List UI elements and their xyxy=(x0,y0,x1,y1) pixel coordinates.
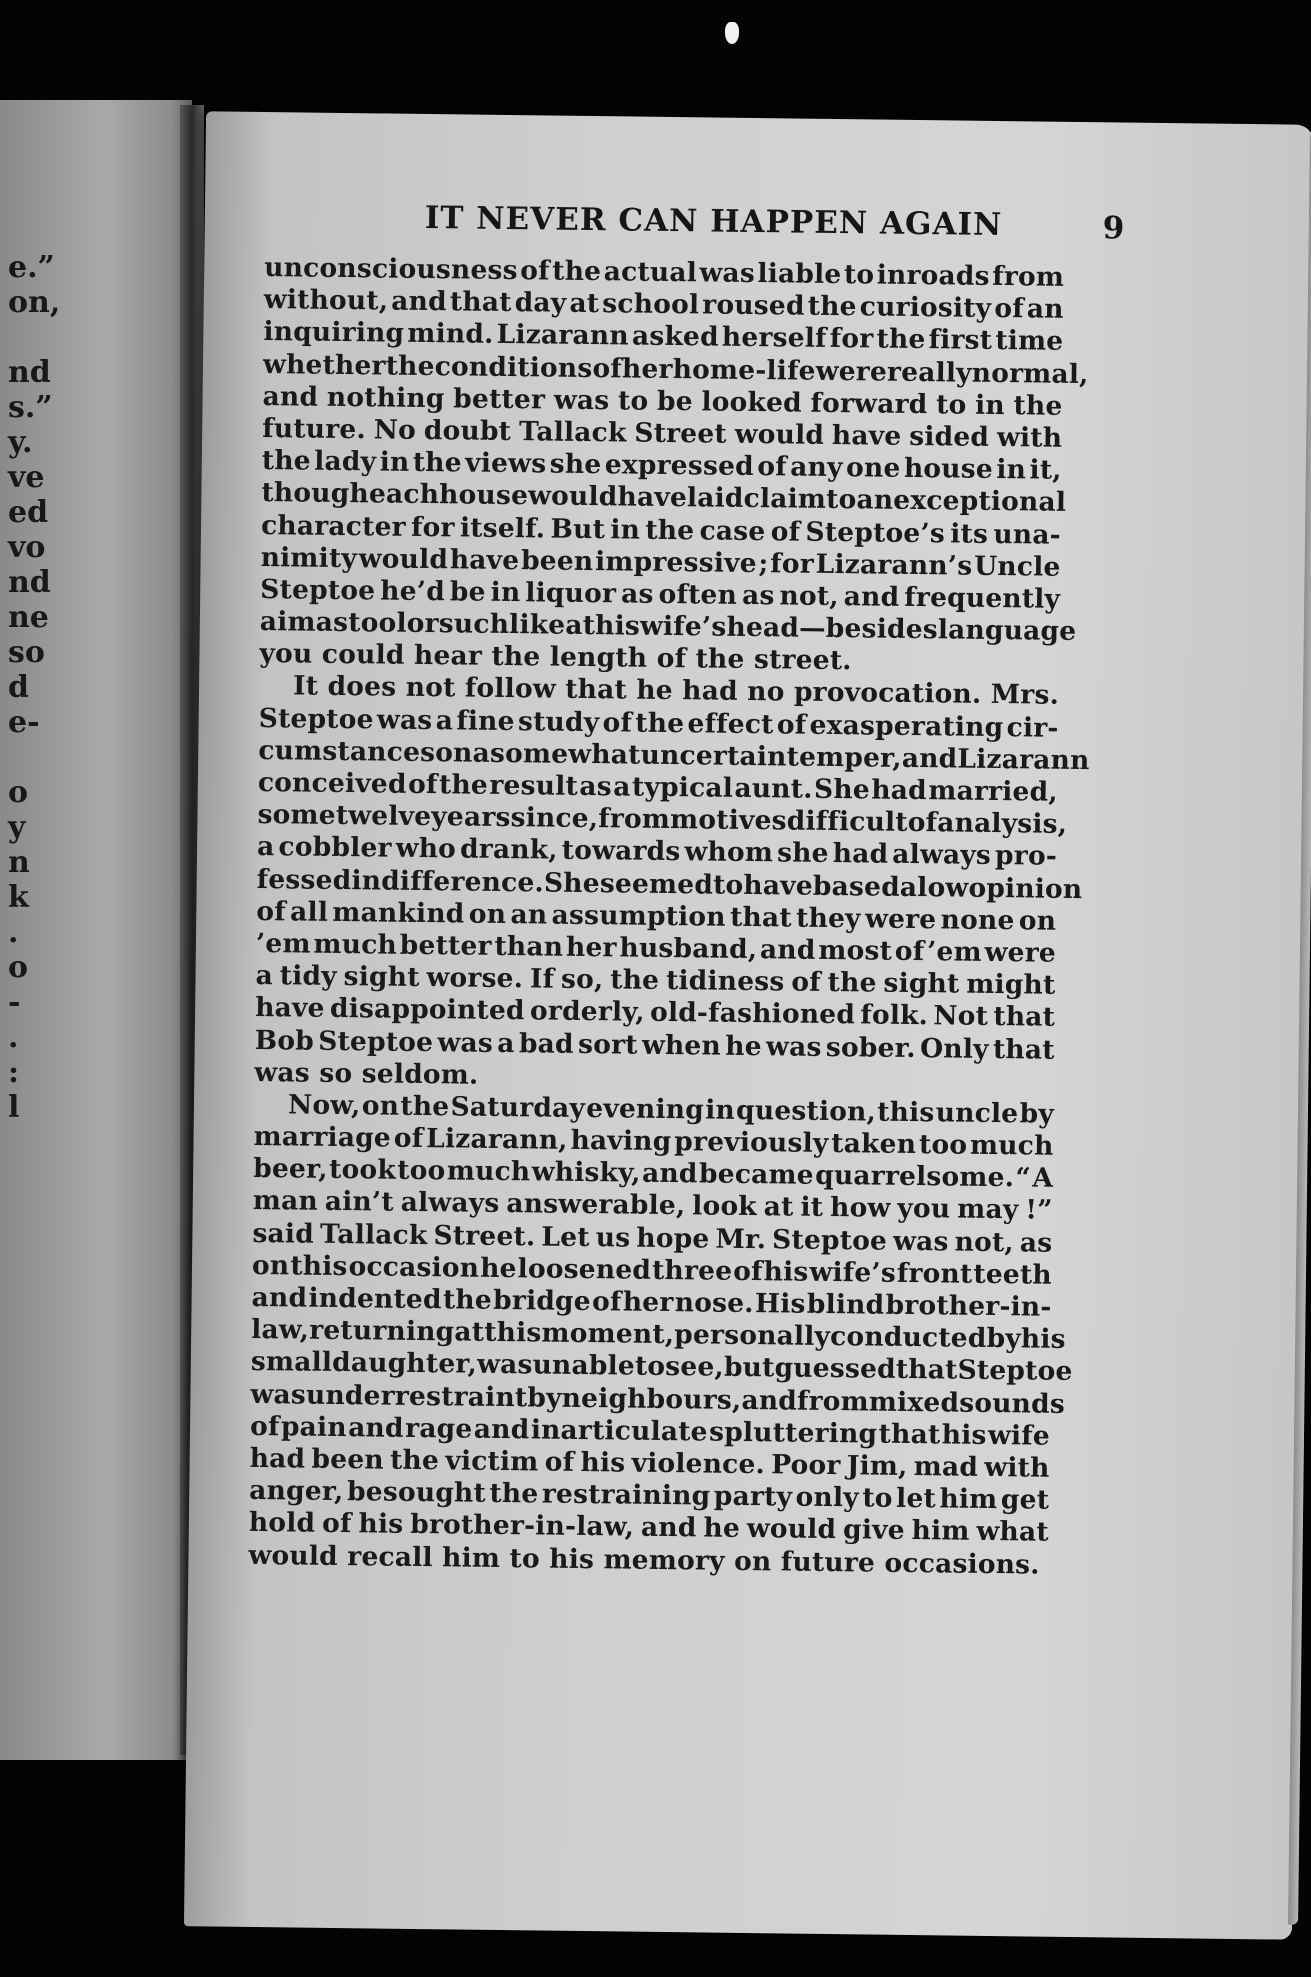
text-line: hold of his brother-in-law, and he would give him what xyxy=(248,1507,1049,1549)
text-line: fessed indifference. She seemed to have based a low opinion xyxy=(256,863,1083,905)
text-line: of all mankind on an assumption that they were none on xyxy=(256,895,1057,937)
text-line: the lady in the views she expressed of any one house in it, xyxy=(261,445,1062,486)
text-line: said Tallack Street. Let us hope Mr. Steptoe was not, as xyxy=(252,1217,1053,1259)
facing-page-fragment: nd xyxy=(8,355,51,390)
text-line: without, and that day at school roused the curiosity of an xyxy=(263,284,1064,325)
text-line: and indented the bridge of her nose. His blind brother-in- xyxy=(251,1281,1052,1323)
facing-page-fragment: n xyxy=(8,845,30,880)
body-text xyxy=(248,252,1090,1581)
facing-page-fragment: o xyxy=(8,950,29,985)
text-line: and nothing better was to be looked forward to in the xyxy=(262,380,1063,422)
facing-page-fragment: vo xyxy=(8,530,46,565)
facing-page-fragment: . xyxy=(8,1020,19,1055)
facing-page-fragment xyxy=(8,320,60,355)
text-line: a tidy sight worse. If so, the tidiness of the sight might xyxy=(255,960,1056,1001)
text-line: inquiring mind. Lizarann asked herself for the first time xyxy=(263,316,1064,358)
facing-page-fragment: . xyxy=(8,915,19,950)
page-number: 9 xyxy=(1102,210,1125,247)
facing-page-fragment: so xyxy=(8,635,45,670)
text-line: man ain’t always answerable, look at it how you may !” xyxy=(252,1185,1053,1227)
facing-page-left xyxy=(0,100,192,1760)
text-line: Now, on the Saturday evening in question, this uncle by xyxy=(287,1089,1055,1130)
text-line: anger, besought the restraining party only to let him get xyxy=(249,1475,1050,1516)
facing-page-fragment xyxy=(8,740,60,775)
text-line: was under restraint by neighbours, and from mixed sounds xyxy=(250,1378,1066,1420)
text-line: marriage of Lizarann, having previously taken too much xyxy=(253,1121,1054,1162)
text-line: small daughter, was unable to see, but guessed that Steptoe xyxy=(250,1346,1073,1388)
facing-page-fragment: l xyxy=(8,1090,20,1125)
text-line: would recall him to his memory on future occasions. xyxy=(248,1539,1040,1581)
text-line: It does not follow that he had no provocation. Mrs. xyxy=(292,670,1060,712)
text-line: future. No doubt Tallack Street would have sided with xyxy=(262,412,1063,454)
text-line: have disappointed orderly, old-fashioned folk. Not that xyxy=(254,992,1056,1034)
text-line: a cobbler who drank, towards whom she had always pro- xyxy=(256,831,1058,873)
text-line: Bob Steptoe was a bad sort when he was sober. Only that xyxy=(254,1024,1055,1066)
text-line: character for itself. But in the case of Steptoe’s its una- xyxy=(260,509,1062,551)
facing-page-fragment: nd xyxy=(8,565,51,600)
facing-page-fragment: e.” xyxy=(8,250,55,285)
facing-page-text-fragments xyxy=(8,250,60,1160)
facing-page-fragment: y. xyxy=(8,425,33,460)
text-line: cumstances on a somewhat uncertain temper, and Lizarann xyxy=(258,734,1090,776)
text-line: had been the victim of his violence. Poor Jim, mad with xyxy=(249,1442,1050,1484)
facing-page-fragment: d xyxy=(8,670,29,705)
facing-page-fragment: o xyxy=(8,775,29,810)
text-line: on this occasion he loosened three of his wife’s front teeth xyxy=(251,1249,1053,1291)
facing-page-fragment: s.” xyxy=(8,390,53,425)
facing-page-fragment xyxy=(8,1125,60,1160)
facing-page-fragment: - xyxy=(8,985,21,1020)
text-line: was so seldom. xyxy=(254,1056,479,1091)
facing-page-fragment: k xyxy=(8,880,29,915)
running-head: IT NEVER CAN HAPPEN AGAIN xyxy=(424,199,1003,244)
text-line: aim a stool or suchlike at his wife’s head—besides language xyxy=(259,606,1077,648)
text-line: of pain and rage and inarticulate spluttering that his wife xyxy=(249,1410,1051,1452)
text-line: Steptoe he’d be in liquor as often as not, and frequently xyxy=(260,573,1061,615)
text-line: whether the conditions of her home-life were really normal, xyxy=(262,348,1089,390)
facing-page-fragment: : xyxy=(8,1055,20,1090)
text-line: some twelve years since, from motives difficult of analysis, xyxy=(257,799,1068,841)
text-line: ’em much better than her husband, and most of ’em were xyxy=(255,927,1057,969)
facing-page-fragment: e- xyxy=(8,705,40,740)
text-line: though each house would have laid claim to an exceptional xyxy=(261,477,1067,519)
facing-page-fragment: ve xyxy=(8,460,45,495)
text-line: unconsciousness of the actual was liable to inroads from xyxy=(264,252,1065,293)
text-line: nimity would have been impressive ; for Lizarann’s Uncle xyxy=(260,541,1061,583)
facing-page-fragment: ed xyxy=(8,495,49,530)
text-line: conceived of the result as a typical aunt. She had married, xyxy=(257,766,1058,808)
facing-page-fragment: ne xyxy=(8,600,49,635)
text-line: Steptoe was a fine study of the effect of exasperating cir- xyxy=(258,702,1059,744)
page-edge xyxy=(1288,135,1311,1925)
text-line: you could hear the length of the street. xyxy=(259,638,852,677)
facing-page-fragment: y xyxy=(8,810,26,845)
facing-page-fragment: on, xyxy=(8,285,61,320)
text-line: beer, took too much whisky, and became quarrelsome. “ A xyxy=(253,1153,1054,1194)
film-speck xyxy=(725,22,739,44)
book-page-9 xyxy=(184,111,1311,1939)
text-line: law, returning at this moment, personally conducted by his xyxy=(251,1314,1066,1356)
